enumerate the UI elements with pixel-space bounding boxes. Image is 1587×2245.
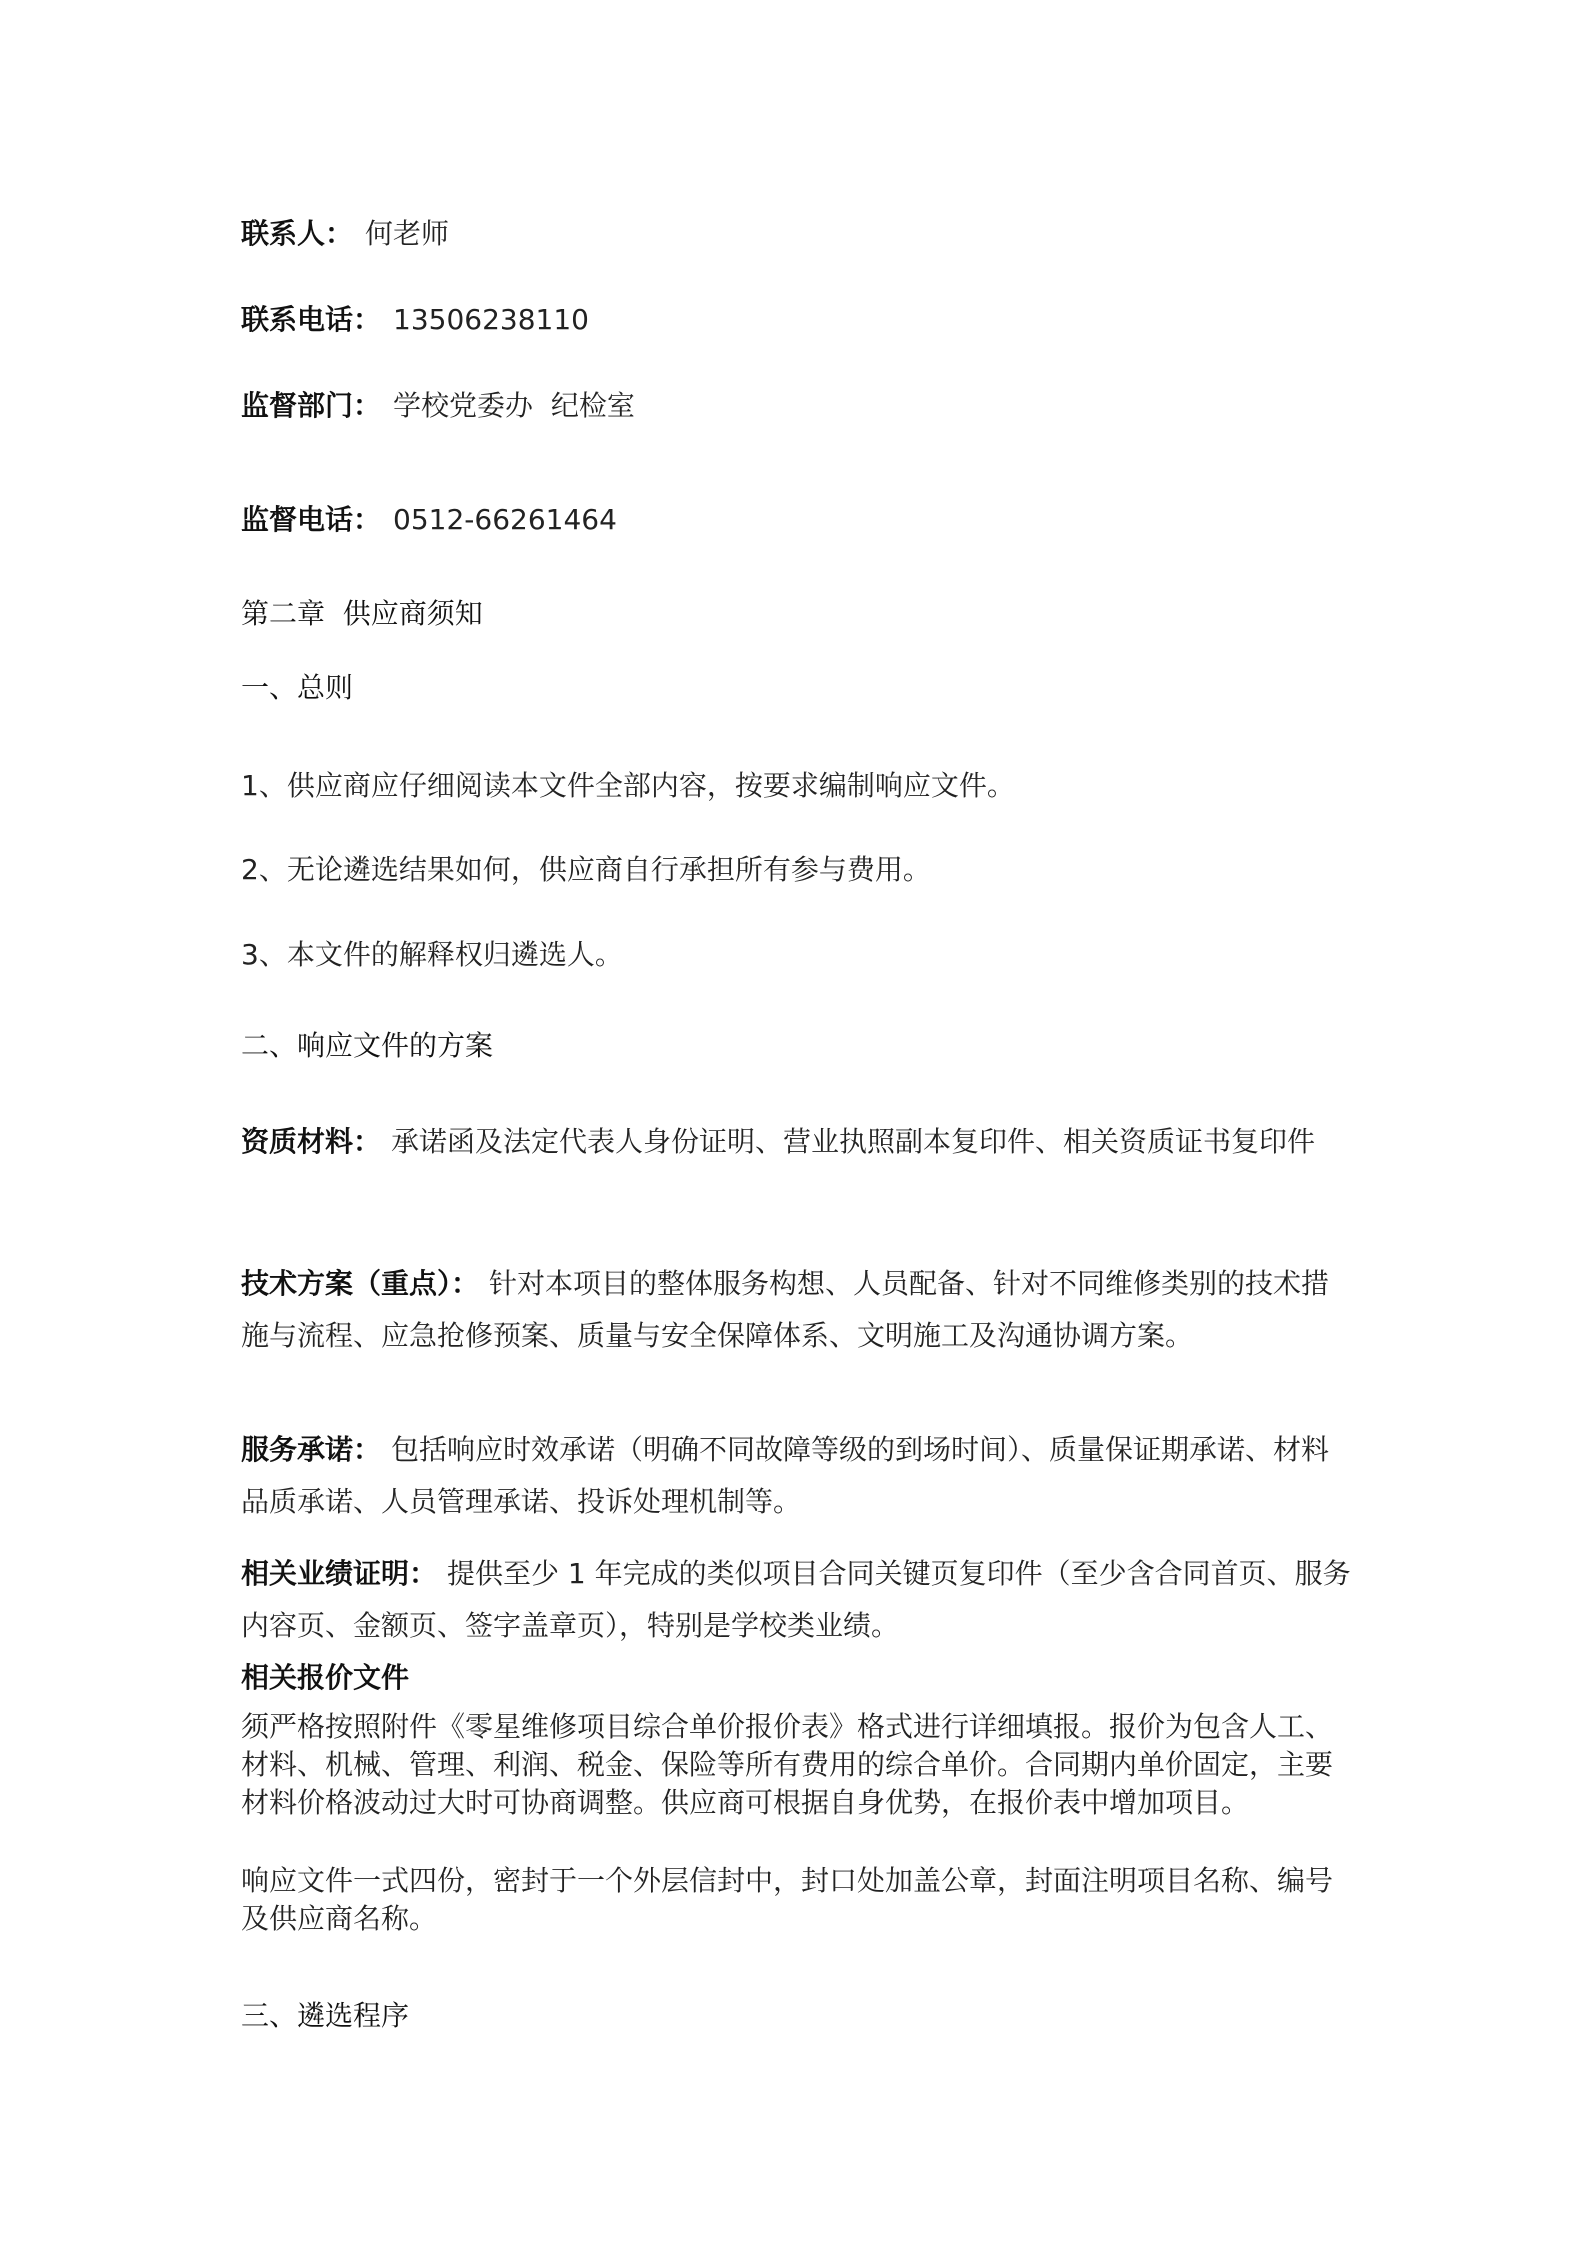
qualification-text: 承诺函及法定代表人身份证明、营业执照副本复印件、相关资质证书复印件 bbox=[391, 1125, 1316, 1158]
chapter-title: 第二章 供应商须知 bbox=[241, 597, 483, 630]
contact-phone-row bbox=[241, 300, 589, 340]
contact-phone-value: 13506238110 bbox=[393, 303, 589, 336]
general-rule-2: 2、无论遴选结果如何，供应商自行承担所有参与费用。 bbox=[241, 853, 931, 886]
contact-person-row bbox=[241, 214, 449, 254]
supervisor-phone-row bbox=[241, 500, 617, 540]
supervisor-phone-label: 监督电话： bbox=[241, 503, 382, 536]
contact-person-label: 联系人： bbox=[241, 217, 354, 250]
contact-person-value: 何老师 bbox=[365, 217, 450, 250]
section1-heading: 一、总则 bbox=[241, 671, 354, 704]
qualification-label: 资质材料： bbox=[241, 1125, 382, 1158]
supervisor-phone-value: 0512-66261464 bbox=[393, 503, 617, 536]
performance-paragraph bbox=[241, 1548, 1353, 1652]
supervisor-dept-value: 学校党委办 纪检室 bbox=[393, 389, 635, 422]
submission-paragraph: 响应文件一式四份，密封于一个外层信封中，封口处加盖公章，封面注明项目名称、编号及供应商名称。 bbox=[241, 1864, 1334, 1935]
service-text: 包括响应时效承诺（明确不同故障等级的到场时间）、质量保证期承诺、材料品质承诺、人员管理承诺、投诉处理机制等。 bbox=[241, 1433, 1330, 1518]
supervisor-dept-label: 监督部门： bbox=[241, 389, 382, 422]
technical-paragraph bbox=[241, 1258, 1353, 1362]
section3-heading: 三、遴选程序 bbox=[241, 1999, 410, 2032]
pricing-heading: 相关报价文件 bbox=[241, 1661, 410, 1694]
section2-heading: 二、响应文件的方案 bbox=[241, 1029, 494, 1062]
supervisor-dept-row bbox=[241, 386, 635, 426]
service-label: 服务承诺： bbox=[241, 1433, 382, 1466]
technical-label: 技术方案（重点）： bbox=[241, 1267, 480, 1300]
technical-text: 针对本项目的整体服务构想、人员配备、针对不同维修类别的技术措施与流程、应急抢修预案、质量与安全保障体系、文明施工及沟通协调方案。 bbox=[241, 1267, 1330, 1352]
performance-text: 提供至少 1 年完成的类似项目合同关键页复印件（至少含合同首页、服务内容页、金额页、签字盖章页），特别是学校类业绩。 bbox=[241, 1557, 1351, 1642]
pricing-paragraph: 须严格按照附件《零星维修项目综合单价报价表》格式进行详细填报。报价为包含人工、材料、机械、管理、利润、税金、保险等所有费用的综合单价。合同期内单价固定，主要材料价格波动过大时可协商调整。供应商可根据自身优势，在报价表中增加项目。 bbox=[241, 1710, 1334, 1819]
service-paragraph bbox=[241, 1424, 1353, 1528]
general-rule-1: 1、供应商应仔细阅读本文件全部内容，按要求编制响应文件。 bbox=[241, 769, 1015, 802]
performance-label: 相关业绩证明： bbox=[241, 1557, 438, 1590]
general-rule-3: 3、本文件的解释权归遴选人。 bbox=[241, 938, 623, 971]
qualification-paragraph bbox=[241, 1116, 1353, 1168]
contact-phone-label: 联系电话： bbox=[241, 303, 382, 336]
